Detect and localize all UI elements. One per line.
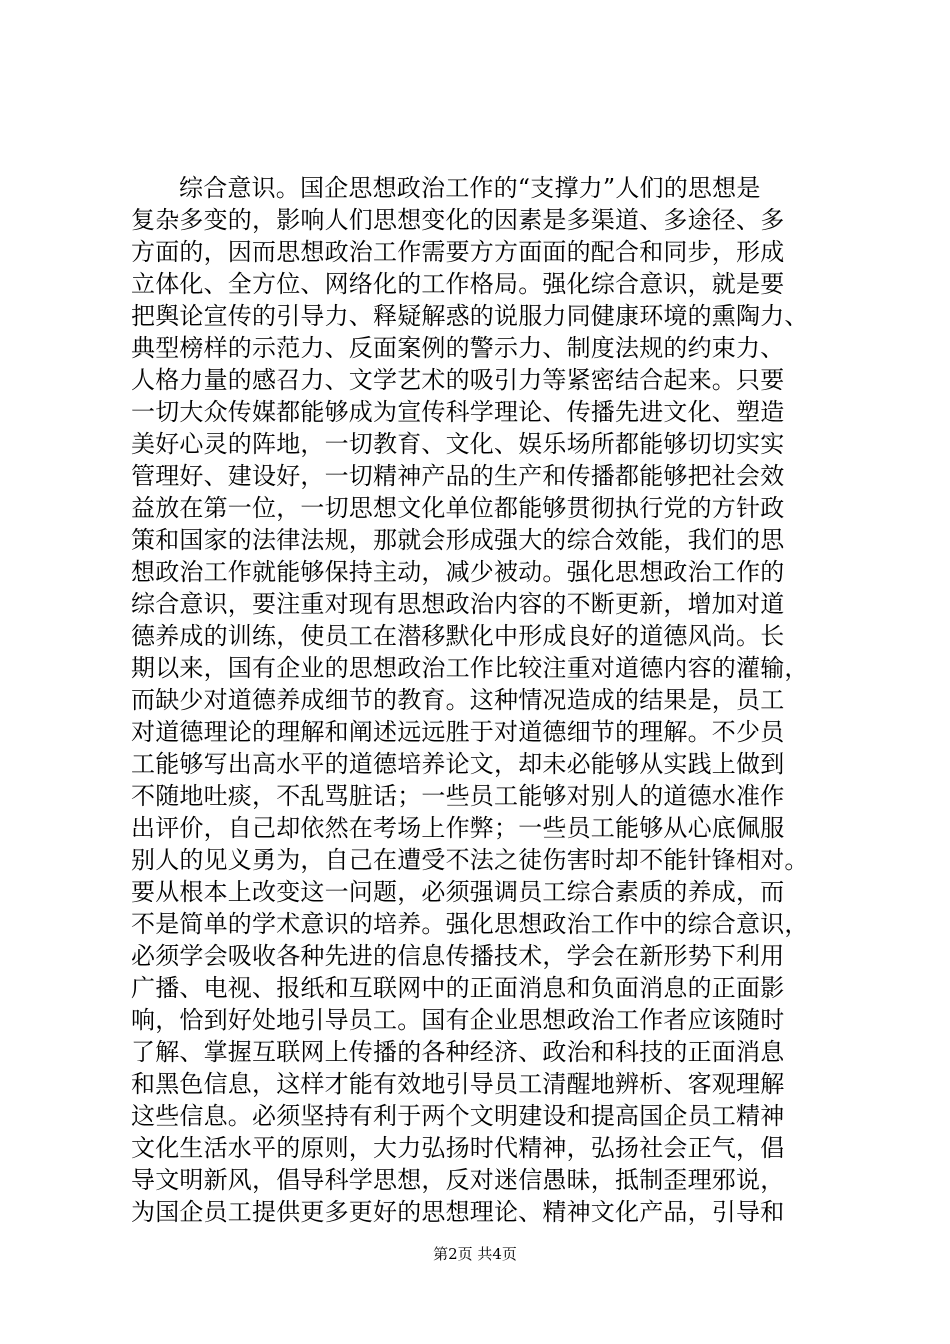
text-line: 立体化、全方位、网络化的工作格局。强化综合意识，就是要 <box>131 270 785 298</box>
text-line: 了解、掌握互联网上传播的各种经济、政治和科技的正面消息 <box>131 1038 785 1066</box>
text-line: 益放在第一位，一切思想文化单位都能够贯彻执行党的方针政 <box>131 494 785 522</box>
text-line: 复杂多变的，影响人们思想变化的因素是多渠道、多途径、多 <box>131 206 785 234</box>
page-footer <box>0 1244 950 1264</box>
text-line: 综合意识，要注重对现有思想政治内容的不断更新，增加对道 <box>131 590 785 618</box>
text-line: 人格力量的感召力、文学艺术的吸引力等紧密结合起来。只要 <box>131 366 785 394</box>
text-line: 必须学会吸收各种先进的信息传播技术，学会在新形势下利用 <box>131 942 785 970</box>
text-line: 响，恰到好处地引导员工。国有企业思想政治工作者应该随时 <box>131 1006 785 1034</box>
text-line: 不是简单的学术意识的培养。强化思想政治工作中的综合意识， <box>131 910 809 938</box>
text-line: 管理好、建设好，一切精神产品的生产和传播都能够把社会效 <box>131 462 785 490</box>
text-line: 德养成的训练，使员工在潜移默化中形成良好的道德风尚。长 <box>131 622 785 650</box>
text-line: 综合意识。国企思想政治工作的“支撑力”人们的思想是 <box>179 174 761 202</box>
text-line: 美好心灵的阵地，一切教育、文化、娱乐场所都能够切切实实 <box>131 430 785 458</box>
text-line: 方面的，因而思想政治工作需要方方面面的配合和同步，形成 <box>131 238 785 266</box>
text-line: 为国企员工提供更多更好的思想理论、精神文化产品，引导和 <box>131 1198 785 1226</box>
text-line: 期以来，国有企业的思想政治工作比较注重对道德内容的灌输， <box>131 654 809 682</box>
text-line: 别人的见义勇为，自己在遭受不法之徒伤害时却不能针锋相对。 <box>131 846 809 874</box>
text-line: 对道德理论的理解和阐述远远胜于对道德细节的理解。不少员 <box>131 718 785 746</box>
text-line: 工能够写出高水平的道德培养论文，却未必能够从实践上做到 <box>131 750 785 778</box>
text-line: 出评价，自己却依然在考场上作弊；一些员工能够从心底佩服 <box>131 814 785 842</box>
page-number: 第2页 共4页 <box>433 1245 517 1263</box>
text-line: 不随地吐痰，不乱骂脏话；一些员工能够对别人的道德水准作 <box>131 782 785 810</box>
text-line: 而缺少对道德养成细节的教育。这种情况造成的结果是，员工 <box>131 686 785 714</box>
text-line: 一切大众传媒都能够成为宣传科学理论、传播先进文化、塑造 <box>131 398 785 426</box>
text-line: 广播、电视、报纸和互联网中的正面消息和负面消息的正面影 <box>131 974 785 1002</box>
text-line: 把舆论宣传的引导力、释疑解惑的说服力同健康环境的熏陶力、 <box>131 302 809 330</box>
text-line: 要从根本上改变这一问题，必须强调员工综合素质的养成，而 <box>131 878 785 906</box>
text-line: 想政治工作就能够保持主动，减少被动。强化思想政治工作的 <box>131 558 785 586</box>
text-line: 导文明新风，倡导科学思想，反对迷信愚昧，抵制歪理邪说， <box>131 1166 785 1194</box>
body-paragraph <box>131 172 831 1228</box>
text-line: 这些信息。必须坚持有利于两个文明建设和提高国企员工精神 <box>131 1102 785 1130</box>
text-line: 和黑色信息，这样才能有效地引导员工清醒地辨析、客观理解 <box>131 1070 785 1098</box>
text-line: 策和国家的法律法规，那就会形成强大的综合效能，我们的思 <box>131 526 785 554</box>
text-line: 典型榜样的示范力、反面案例的警示力、制度法规的约束力、 <box>131 334 785 362</box>
text-line: 文化生活水平的原则，大力弘扬时代精神，弘扬社会正气，倡 <box>131 1134 785 1162</box>
